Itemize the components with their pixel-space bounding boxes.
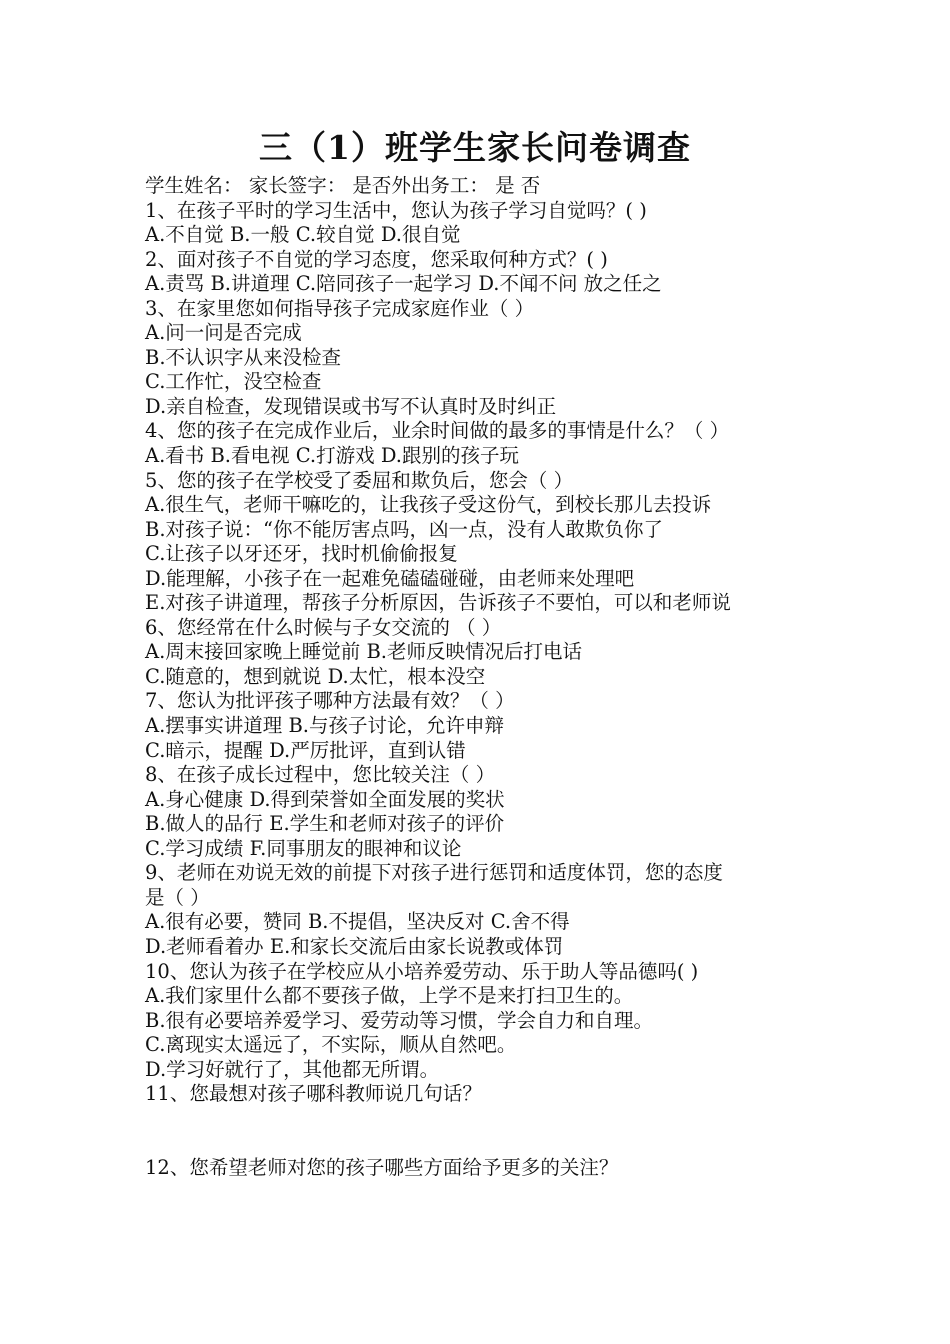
answer-space xyxy=(145,1107,935,1156)
question-text: 4、您的孩子在完成作业后，业余时间做的最多的事情是什么？（ ） xyxy=(145,419,730,443)
question-12 xyxy=(145,1156,935,1181)
option-line: D.亲自检查，发现错误或书写不认真时及时纠正 xyxy=(145,394,557,418)
option-line: A.很有必要，赞同 B.不提倡，坚决反对 C.舍不得 xyxy=(145,910,570,934)
question-text: 1、在孩子平时的学习生活中，您认为孩子学习自觉吗？( ) xyxy=(145,198,647,222)
question-text: 5、您的孩子在学校受了委屈和欺负后，您会（ ） xyxy=(145,468,574,492)
question-4 xyxy=(145,419,935,468)
page-title: 三（1）班学生家长问卷调查 xyxy=(259,128,691,167)
question-5 xyxy=(145,469,935,616)
question-text-continued: 是（ ） xyxy=(145,885,210,909)
option-line: D.能理解，小孩子在一起难免磕磕碰碰，由老师来处理吧 xyxy=(145,566,635,590)
question-text: 6、您经常在什么时候与子女交流的 （ ） xyxy=(145,615,502,639)
question-text: 12、您希望老师对您的孩子哪些方面给予更多的关注？ xyxy=(145,1155,619,1179)
question-8 xyxy=(145,763,935,861)
question-text: 10、您认为孩子在学校应从小培养爱劳动、乐于助人等品德吗( ) xyxy=(145,959,699,983)
header-info-line: 学生姓名： 家长签字： 是否外出务工： 是 否 xyxy=(145,174,541,197)
option-line: A.很生气，老师干嘛吃的，让我孩子受这份气，到校长那儿去投诉 xyxy=(145,493,712,517)
option-line: C.工作忙，没空检查 xyxy=(145,370,322,394)
option-line: C.离现实太遥远了，不实际，顺从自然吧。 xyxy=(145,1033,517,1057)
option-line: A.摆事实讲道理 B.与孩子讨论，允许申辩 xyxy=(145,714,505,738)
question-text: 11、您最想对孩子哪科教师说几句话？ xyxy=(145,1082,482,1106)
question-6 xyxy=(145,616,935,690)
option-line: B.很有必要培养爱学习、爱劳动等习惯，学会自力和自理。 xyxy=(145,1008,654,1032)
option-line: C.学习成绩 F.同事朋友的眼神和议论 xyxy=(145,836,462,860)
question-7 xyxy=(145,689,935,763)
question-text: 8、在孩子成长过程中，您比较关注（ ） xyxy=(145,763,496,787)
question-text: 3、在家里您如何指导孩子完成家庭作业（ ） xyxy=(145,296,535,320)
question-2 xyxy=(145,248,935,297)
option-line: C.暗示，提醒 D.严厉批评，直到认错 xyxy=(145,738,466,762)
option-line: C.随意的，想到就说 D.太忙，根本没空 xyxy=(145,664,486,688)
question-text: 2、面对孩子不自觉的学习态度，您采取何种方式？( ) xyxy=(145,247,608,271)
question-text: 9、老师在劝说无效的前提下对孩子进行惩罚和适度体罚，您的态度 xyxy=(145,861,723,885)
option-line: C.让孩子以牙还牙，找时机偷偷报复 xyxy=(145,542,458,566)
question-9 xyxy=(145,861,935,959)
option-line: A.身心健康 D.得到荣誉如全面发展的奖状 xyxy=(145,787,505,811)
option-line: A.周末接回家晚上睡觉前 B.老师反映情况后打电话 xyxy=(145,640,583,664)
option-line: B.做人的品行 E.学生和老师对孩子的评价 xyxy=(145,812,505,836)
option-line: B.不认识字从来没检查 xyxy=(145,345,342,369)
option-line: A.我们家里什么都不要孩子做，上学不是来打扫卫生的。 xyxy=(145,984,634,1008)
question-11 xyxy=(145,1082,935,1156)
option-line: E.对孩子讲道理，帮孩子分析原因，告诉孩子不要怕，可以和老师说 xyxy=(145,591,731,615)
option-line: A.问一问是否完成 xyxy=(145,321,302,345)
option-line: A.责骂 B.讲道理 C.陪同孩子一起学习 D.不闻不问 放之任之 xyxy=(145,272,662,296)
option-line: A.看书 B.看电视 C.打游戏 D.跟别的孩子玩 xyxy=(145,444,519,468)
option-line: D.老师看着办 E.和家长交流后由家长说教或体罚 xyxy=(145,934,564,958)
questionnaire-body xyxy=(145,174,935,1180)
question-10 xyxy=(145,960,935,1083)
option-line: A.不自觉 B.一般 C.较自觉 D.很自觉 xyxy=(145,223,461,247)
option-line: D.学习好就行了，其他都无所谓。 xyxy=(145,1057,440,1081)
question-3 xyxy=(145,297,935,420)
question-text: 7、您认为批评孩子哪种方法最有效？（ ） xyxy=(145,689,515,713)
question-1 xyxy=(145,199,935,248)
option-line: B.对孩子说：“你不能厉害点吗，凶一点，没有人敢欺负你了 xyxy=(145,517,663,541)
